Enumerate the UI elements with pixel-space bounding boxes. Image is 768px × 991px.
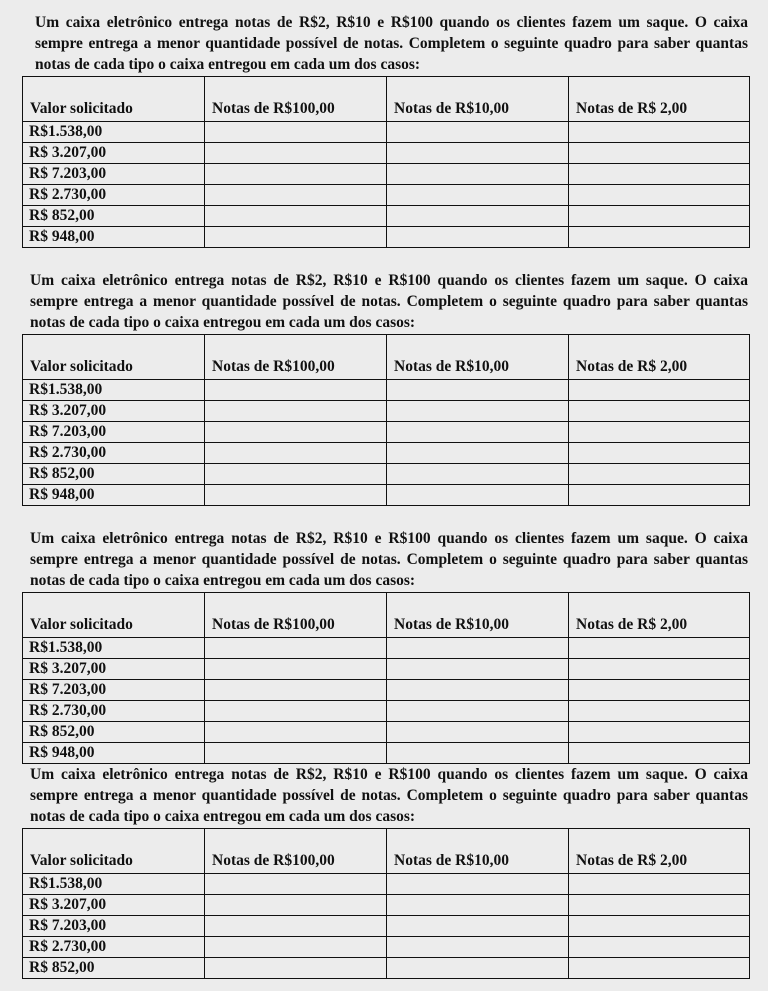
requested-value: R$ 7.203,00 bbox=[23, 422, 205, 443]
answer-cell[interactable] bbox=[569, 422, 750, 443]
header-notes-100: Notas de R$100,00 bbox=[205, 77, 387, 122]
table-row bbox=[23, 164, 750, 185]
answer-cell[interactable] bbox=[569, 185, 750, 206]
answer-cell[interactable] bbox=[569, 874, 750, 895]
header-notes-10: Notas de R$10,00 bbox=[387, 77, 569, 122]
answer-cell[interactable] bbox=[569, 143, 750, 164]
header-value-requested: Valor solicitado bbox=[23, 77, 205, 122]
answer-cell[interactable] bbox=[205, 874, 387, 895]
answer-cell[interactable] bbox=[387, 659, 569, 680]
answer-cell[interactable] bbox=[387, 143, 569, 164]
exercise-prompt: Um caixa eletrônico entrega notas de R$2, R$10 e R$100 quando os clientes fazem um saque. O caixa sempre entrega a menor quantidade possível de notas. Completem o seguinte quadro para saber quantas notas de cada tipo o caixa entregou em cada um dos casos: bbox=[35, 14, 748, 73]
answer-cell[interactable] bbox=[569, 743, 750, 764]
answer-cell[interactable] bbox=[205, 638, 387, 659]
table-row bbox=[23, 680, 750, 701]
answer-table bbox=[22, 76, 750, 248]
header-notes-2: Notas de R$ 2,00 bbox=[569, 829, 750, 874]
answer-cell[interactable] bbox=[387, 895, 569, 916]
answer-cell[interactable] bbox=[205, 185, 387, 206]
answer-cell[interactable] bbox=[569, 122, 750, 143]
answer-cell[interactable] bbox=[387, 227, 569, 248]
requested-value: R$ 2.730,00 bbox=[23, 701, 205, 722]
answer-cell[interactable] bbox=[205, 743, 387, 764]
header-value-requested: Valor solicitado bbox=[23, 335, 205, 380]
answer-cell[interactable] bbox=[387, 485, 569, 506]
table-row bbox=[23, 143, 750, 164]
table-header-row bbox=[23, 829, 750, 874]
exercise-prompt: Um caixa eletrônico entrega notas de R$2, R$10 e R$100 quando os clientes fazem um saque. O caixa sempre entrega a menor quantidade possível de notas. Completem o seguinte quadro para saber quantas notas de cada tipo o caixa entregou em cada um dos casos: bbox=[30, 530, 748, 589]
table-row bbox=[23, 958, 750, 979]
answer-cell[interactable] bbox=[569, 401, 750, 422]
answer-cell[interactable] bbox=[205, 680, 387, 701]
requested-value: R$1.538,00 bbox=[23, 874, 205, 895]
answer-cell[interactable] bbox=[387, 164, 569, 185]
answer-cell[interactable] bbox=[569, 443, 750, 464]
requested-value: R$ 2.730,00 bbox=[23, 443, 205, 464]
answer-cell[interactable] bbox=[205, 895, 387, 916]
requested-value: R$ 948,00 bbox=[23, 227, 205, 248]
answer-cell[interactable] bbox=[205, 659, 387, 680]
table-row bbox=[23, 401, 750, 422]
answer-cell[interactable] bbox=[387, 722, 569, 743]
requested-value: R$ 3.207,00 bbox=[23, 143, 205, 164]
table-row bbox=[23, 895, 750, 916]
table-row bbox=[23, 659, 750, 680]
header-value-requested: Valor solicitado bbox=[23, 593, 205, 638]
answer-cell[interactable] bbox=[387, 380, 569, 401]
answer-cell[interactable] bbox=[205, 206, 387, 227]
answer-cell[interactable] bbox=[205, 443, 387, 464]
table-row bbox=[23, 122, 750, 143]
answer-cell[interactable] bbox=[205, 485, 387, 506]
header-notes-10: Notas de R$10,00 bbox=[387, 335, 569, 380]
answer-cell[interactable] bbox=[387, 638, 569, 659]
table-row bbox=[23, 874, 750, 895]
answer-cell[interactable] bbox=[387, 185, 569, 206]
answer-cell[interactable] bbox=[205, 916, 387, 937]
requested-value: R$1.538,00 bbox=[23, 122, 205, 143]
requested-value: R$ 948,00 bbox=[23, 743, 205, 764]
header-notes-100: Notas de R$100,00 bbox=[205, 335, 387, 380]
header-notes-10: Notas de R$10,00 bbox=[387, 829, 569, 874]
answer-cell[interactable] bbox=[387, 464, 569, 485]
table-row bbox=[23, 916, 750, 937]
answer-cell[interactable] bbox=[205, 227, 387, 248]
answer-cell[interactable] bbox=[205, 937, 387, 958]
answer-cell[interactable] bbox=[569, 485, 750, 506]
header-notes-100: Notas de R$100,00 bbox=[205, 829, 387, 874]
answer-cell[interactable] bbox=[569, 638, 750, 659]
table-row bbox=[23, 701, 750, 722]
answer-cell[interactable] bbox=[205, 464, 387, 485]
requested-value: R$ 852,00 bbox=[23, 206, 205, 227]
requested-value: R$1.538,00 bbox=[23, 638, 205, 659]
requested-value: R$1.538,00 bbox=[23, 380, 205, 401]
answer-cell[interactable] bbox=[569, 916, 750, 937]
answer-cell[interactable] bbox=[387, 401, 569, 422]
requested-value: R$ 2.730,00 bbox=[23, 937, 205, 958]
table-row bbox=[23, 937, 750, 958]
answer-cell[interactable] bbox=[205, 401, 387, 422]
header-notes-100: Notas de R$100,00 bbox=[205, 593, 387, 638]
answer-cell[interactable] bbox=[569, 164, 750, 185]
answer-cell[interactable] bbox=[569, 680, 750, 701]
header-notes-2: Notas de R$ 2,00 bbox=[569, 77, 750, 122]
answer-cell[interactable] bbox=[387, 937, 569, 958]
requested-value: R$ 7.203,00 bbox=[23, 680, 205, 701]
answer-cell[interactable] bbox=[205, 380, 387, 401]
answer-cell[interactable] bbox=[387, 422, 569, 443]
requested-value: R$ 7.203,00 bbox=[23, 164, 205, 185]
table-header-row bbox=[23, 335, 750, 380]
table-row bbox=[23, 185, 750, 206]
table-row bbox=[23, 227, 750, 248]
answer-cell[interactable] bbox=[387, 916, 569, 937]
answer-cell[interactable] bbox=[387, 680, 569, 701]
exercise-prompt: Um caixa eletrônico entrega notas de R$2, R$10 e R$100 quando os clientes fazem um saque. O caixa sempre entrega a menor quantidade possível de notas. Completem o seguinte quadro para saber quantas notas de cada tipo o caixa entregou em cada um dos casos: bbox=[30, 272, 748, 331]
answer-cell[interactable] bbox=[205, 701, 387, 722]
table-row bbox=[23, 743, 750, 764]
answer-cell[interactable] bbox=[205, 164, 387, 185]
table-row bbox=[23, 206, 750, 227]
answer-cell[interactable] bbox=[569, 958, 750, 979]
answer-cell[interactable] bbox=[569, 701, 750, 722]
answer-cell[interactable] bbox=[205, 422, 387, 443]
answer-table bbox=[22, 334, 750, 506]
header-notes-2: Notas de R$ 2,00 bbox=[569, 335, 750, 380]
requested-value: R$ 852,00 bbox=[23, 958, 205, 979]
answer-cell[interactable] bbox=[387, 443, 569, 464]
table-row bbox=[23, 464, 750, 485]
answer-table bbox=[22, 592, 750, 764]
requested-value: R$ 948,00 bbox=[23, 485, 205, 506]
answer-cell[interactable] bbox=[569, 895, 750, 916]
answer-cell[interactable] bbox=[569, 937, 750, 958]
header-value-requested: Valor solicitado bbox=[23, 829, 205, 874]
exercise-prompt: Um caixa eletrônico entrega notas de R$2, R$10 e R$100 quando os clientes fazem um saque. O caixa sempre entrega a menor quantidade possível de notas. Completem o seguinte quadro para saber quantas notas de cada tipo o caixa entregou em cada um dos casos: bbox=[30, 766, 748, 825]
answer-cell[interactable] bbox=[205, 143, 387, 164]
answer-cell[interactable] bbox=[387, 874, 569, 895]
answer-cell[interactable] bbox=[205, 958, 387, 979]
answer-cell[interactable] bbox=[387, 743, 569, 764]
requested-value: R$ 3.207,00 bbox=[23, 401, 205, 422]
table-row bbox=[23, 443, 750, 464]
table-row bbox=[23, 380, 750, 401]
header-notes-2: Notas de R$ 2,00 bbox=[569, 593, 750, 638]
requested-value: R$ 3.207,00 bbox=[23, 895, 205, 916]
answer-cell[interactable] bbox=[387, 958, 569, 979]
answer-cell[interactable] bbox=[387, 206, 569, 227]
table-header-row bbox=[23, 593, 750, 638]
requested-value: R$ 2.730,00 bbox=[23, 185, 205, 206]
table-row bbox=[23, 422, 750, 443]
header-notes-10: Notas de R$10,00 bbox=[387, 593, 569, 638]
answer-cell[interactable] bbox=[569, 380, 750, 401]
answer-table bbox=[22, 828, 750, 979]
answer-cell[interactable] bbox=[569, 722, 750, 743]
table-header-row bbox=[23, 77, 750, 122]
answer-cell[interactable] bbox=[569, 659, 750, 680]
requested-value: R$ 852,00 bbox=[23, 464, 205, 485]
answer-cell[interactable] bbox=[387, 701, 569, 722]
answer-cell[interactable] bbox=[569, 206, 750, 227]
answer-cell[interactable] bbox=[569, 464, 750, 485]
answer-cell[interactable] bbox=[205, 722, 387, 743]
table-row bbox=[23, 485, 750, 506]
answer-cell[interactable] bbox=[569, 227, 750, 248]
answer-cell[interactable] bbox=[387, 122, 569, 143]
requested-value: R$ 852,00 bbox=[23, 722, 205, 743]
requested-value: R$ 3.207,00 bbox=[23, 659, 205, 680]
requested-value: R$ 7.203,00 bbox=[23, 916, 205, 937]
table-row bbox=[23, 722, 750, 743]
answer-cell[interactable] bbox=[205, 122, 387, 143]
table-row bbox=[23, 638, 750, 659]
